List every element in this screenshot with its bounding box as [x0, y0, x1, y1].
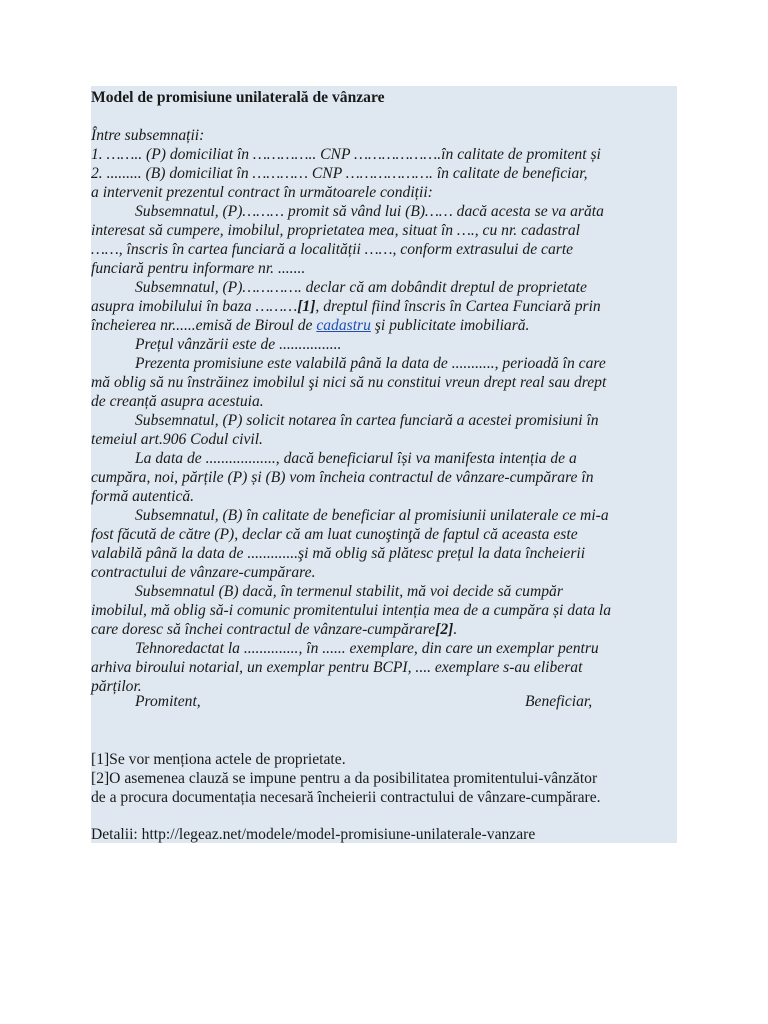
paragraph-9-line: Tehnoredactat la .............., în ...... exemplare, din care un exemplar pentru [135, 640, 599, 657]
paragraph-2-line: asupra imobilului în baza ………[1], dreptul fiind înscris în Cartea Funciară prin [91, 298, 601, 315]
paragraph-4-line: de creanță asupra acestuia. [91, 393, 264, 410]
signature-promitent: Promitent, [135, 693, 201, 710]
price-line: Prețul vânzării este de ................ [135, 336, 342, 353]
intervened-line: a intervenit prezentul contract în următoarele condiții: [91, 184, 433, 201]
paragraph-5-line: Subsemnatul, (P) solicit notarea în cartea funciară a acestei promisiuni în [135, 412, 599, 429]
footnote-ref-1[interactable]: [1] [297, 298, 316, 315]
footnote-2-line: [2]O asemenea clauză se impune pentru a da posibilitatea promitentului-vânzător [91, 770, 598, 787]
paragraph-6-line: formă autentică. [91, 488, 195, 505]
paragraph-7-line: Subsemnatul, (B) în calitate de beneficiar al promisiunii unilaterale ce mi-a [135, 507, 609, 524]
paragraph-6-line: La data de .................., dacă beneficiarul își va manifesta intenția de a [135, 450, 577, 467]
footnote-ref-2[interactable]: [2] [435, 621, 454, 638]
paragraph-1-line: interesat să cumpere, imobilul, proprietatea mea, situat în …., cu nr. cadastral [91, 222, 581, 239]
paragraph-7-line: valabilă până la data de .............şi mă oblig să plătesc prețul la data încheierii [91, 545, 586, 562]
paragraph-4-line: Prezenta promisiune este valabilă până la data de ..........., perioadă în care [135, 355, 606, 372]
paragraph-8-line: care doresc să închei contractul de vânzare-cumpărare[2]. [91, 621, 458, 638]
details-link[interactable]: Detalii: http://legeaz.net/modele/model-promisiune-unilaterale-vanzare [91, 826, 536, 843]
paragraph-6-line: cumpăra, noi, părțile (P) și (B) vom încheia contractul de vânzare-cumpărare în [91, 469, 594, 486]
paragraph-2-line: Subsemnatul, (P)…………. declar că am dobândit dreptul de proprietate [135, 279, 587, 296]
paragraph-7-line: contractului de vânzare-cumpărare. [91, 564, 316, 581]
intro-line: Între subsemnații: [91, 127, 205, 144]
paragraph-1-line: ……, înscris în cartea funciară a localității ……, conform extrasului de carte [91, 241, 574, 258]
party-1-line: 1. …….. (P) domiciliat în ………….. CNP ……………….în calitate de promitent și [91, 146, 601, 163]
paragraph-4-line: mă oblig să nu înstrăinez imobilul şi nici să nu constitui vreun drept real sau drept [91, 374, 607, 391]
party-2-line: 2. ......... (B) domiciliat în ………… CNP ………………. în calitate de beneficiar, [91, 165, 588, 182]
paragraph-1-line: funciară pentru informare nr. ....... [91, 260, 306, 277]
paragraph-1-line: Subsemnatul, (P)……… promit să vând lui (B)…… dacă acesta se va arăta [135, 203, 604, 220]
document-page [91, 86, 677, 843]
paragraph-2-line: încheierea nr......emisă de Biroul de cadastru şi publicitate imobiliară. [91, 317, 530, 334]
paragraph-9-line: arhiva biroului notarial, un exemplar pentru BCPI, .... exemplare s-au eliberat [91, 659, 583, 676]
paragraph-8-line: imobilul, mă oblig să-i comunic promitentului intenția mea de a cumpăra și data la [91, 602, 612, 619]
document-title: Model de promisiune unilaterală de vânzare [91, 89, 385, 106]
paragraph-5-line: temeiul art.906 Codul civil. [91, 431, 263, 448]
footnote-1: [1]Se vor menționa actele de proprietate. [91, 751, 346, 768]
footnote-2-line: de a procura documentația necesară încheierii contractului de vânzare-cumpărare. [91, 789, 601, 806]
paragraph-7-line: fost făcută de către (P), declar că am luat cunoştinţă de faptul că aceasta este [91, 526, 578, 543]
signature-beneficiar: Beneficiar, [525, 693, 593, 710]
cadastru-link[interactable]: cadastru [316, 317, 371, 334]
paragraph-8-line: Subsemnatul (B) dacă, în termenul stabilit, mă voi decide să cumpăr [135, 583, 563, 600]
paragraph-9-line: părților. [91, 678, 142, 695]
